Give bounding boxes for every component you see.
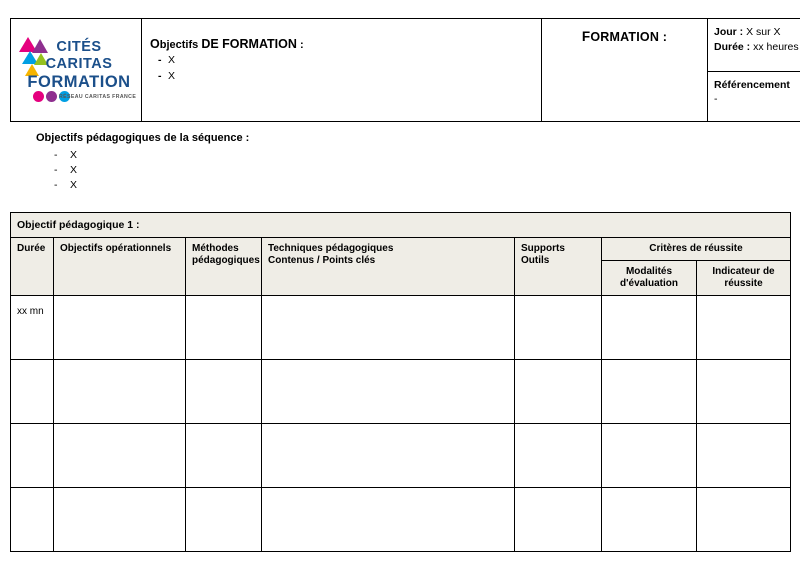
cell-methodes[interactable] xyxy=(186,360,262,424)
duration-label: Durée : xyxy=(714,41,751,53)
table-header-row-1 xyxy=(11,238,791,261)
col-header-duree: Durée xyxy=(11,238,54,296)
col-header-modalites-l1: Modalités xyxy=(625,266,673,277)
table-row[interactable] xyxy=(11,488,791,552)
cell-supports[interactable] xyxy=(515,488,602,552)
objective-title: Objectif pédagogique 1 : xyxy=(11,213,791,238)
col-header-criteres: Critères de réussite xyxy=(602,238,791,261)
cell-modalites[interactable] xyxy=(602,296,697,360)
cell-methodes[interactable] xyxy=(186,424,262,488)
day-row xyxy=(714,25,800,40)
day-label: Jour : xyxy=(714,26,744,38)
objectives-list xyxy=(150,53,533,83)
logo-line2: FORMATION xyxy=(27,73,131,91)
cell-methodes[interactable] xyxy=(186,296,262,360)
logo-subtitle: RÉSEAU CARITAS FRANCE xyxy=(59,94,137,100)
cell-objectifs-operationnels[interactable] xyxy=(54,488,186,552)
cell-indicateur[interactable] xyxy=(697,360,791,424)
duration-value: xx heures xyxy=(753,41,799,53)
table-row[interactable] xyxy=(11,296,791,360)
cites-caritas-logo xyxy=(11,19,139,119)
cell-duree[interactable] xyxy=(11,424,54,488)
list-item: - X xyxy=(36,163,536,177)
sequence-objectives-list xyxy=(36,148,536,192)
header-table xyxy=(10,18,800,122)
cell-techniques[interactable] xyxy=(262,360,515,424)
col-header-techniques xyxy=(262,238,515,296)
table-row[interactable] xyxy=(11,360,791,424)
page-title: FORMATION : xyxy=(581,29,668,44)
duration-row xyxy=(714,40,800,55)
sequence-objectives-block xyxy=(36,132,536,193)
cell-methodes[interactable] xyxy=(186,488,262,552)
cell-duree[interactable] xyxy=(11,488,54,552)
col-header-methodes-l1: Méthodes pédagogiques xyxy=(192,243,260,266)
cell-objectifs-operationnels[interactable] xyxy=(54,360,186,424)
col-header-indicateur-l1: Indicateur de xyxy=(712,266,775,277)
col-header-modalites xyxy=(602,261,697,296)
reference-value: - xyxy=(714,93,718,105)
cell-duree[interactable] xyxy=(11,360,54,424)
list-item: - X xyxy=(36,178,536,192)
cell-techniques[interactable] xyxy=(262,296,515,360)
col-header-indicateur xyxy=(697,261,791,296)
objectives-cell xyxy=(142,19,542,122)
col-header-supports-l1: Supports xyxy=(521,243,565,254)
cell-techniques[interactable] xyxy=(262,488,515,552)
sequence-objectives-title: Objectifs pédagogiques de la séquence : xyxy=(36,132,250,144)
cell-supports[interactable] xyxy=(515,360,602,424)
objectives-label: Objectifs DE FORMATION : xyxy=(150,37,304,51)
logo-cell xyxy=(11,19,142,122)
cell-indicateur[interactable] xyxy=(697,424,791,488)
col-header-modalites-l2: d'évaluation xyxy=(620,278,678,289)
meta-top xyxy=(708,19,800,72)
col-header-indicateur-l2: réussite xyxy=(724,278,763,289)
list-item: - X xyxy=(150,69,533,83)
cell-modalites[interactable] xyxy=(602,488,697,552)
col-header-techniques-l1: Techniques pédagogiques xyxy=(268,243,394,254)
cell-objectifs-operationnels[interactable] xyxy=(54,296,186,360)
cell-supports[interactable] xyxy=(515,296,602,360)
cell-objectifs-operationnels[interactable] xyxy=(54,424,186,488)
objective-header-row xyxy=(11,213,791,238)
pedagogical-objective-table xyxy=(10,212,791,552)
title-cell xyxy=(542,19,708,122)
col-header-objectifs-operationnels: Objectifs opérationnels xyxy=(54,238,186,296)
list-item: - X xyxy=(150,53,533,67)
cell-modalites[interactable] xyxy=(602,424,697,488)
meta-cell xyxy=(708,19,800,122)
logo-line1: CITÉS CARITAS xyxy=(45,39,113,72)
table-row[interactable] xyxy=(11,424,791,488)
col-header-supports-l2: Outils xyxy=(521,255,550,266)
meta-bottom xyxy=(708,72,800,112)
cell-supports[interactable] xyxy=(515,424,602,488)
cell-indicateur[interactable] xyxy=(697,296,791,360)
col-header-methodes xyxy=(186,238,262,296)
day-value: X sur X xyxy=(746,26,781,38)
cell-duree[interactable]: xx mn xyxy=(11,296,54,360)
cell-techniques[interactable] xyxy=(262,424,515,488)
list-item: - X xyxy=(36,148,536,162)
cell-indicateur[interactable] xyxy=(697,488,791,552)
col-header-techniques-l2: Contenus / Points clés xyxy=(268,255,376,266)
cell-modalites[interactable] xyxy=(602,360,697,424)
reference-label: Référencement xyxy=(714,79,790,91)
col-header-supports xyxy=(515,238,602,296)
